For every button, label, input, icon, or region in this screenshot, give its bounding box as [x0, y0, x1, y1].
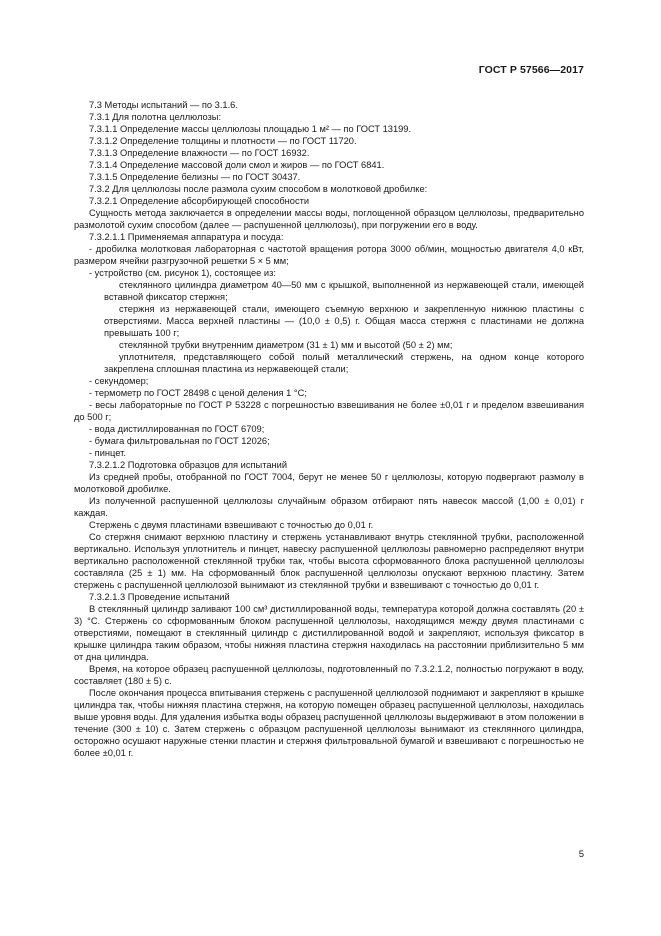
standard-header: ГОСТ Р 57566—2017 — [478, 64, 584, 76]
section-heading: 7.3 Методы испытаний — по 3.1.6. — [89, 100, 238, 110]
paragraph: Время, на которое образец распушенной целлюлозы, подготовленный по 7.3.2.1.2, полностью погружают в воду, составляет (180 ± 5) с. — [74, 664, 584, 686]
paragraph: После окончания процесса впитывания стержень с распушенной целлюлозой поднимают и закрепляют в крышке цилиндра так, чтобы нижняя пластина стержня, на которую помещен образец распушенной целлюлозы, находилась выше уровня воды. Для удаления избытка воды образец распушенной целлюлозы выдерживают в этом положении в течение (300 ± 10) с. Затем стержень с образцом распушенной целлюлозы вынимают из стеклянного цилиндра, осторожно осушают наружные стенки пластин и стержня фильтровальной бумагой и взвешивают с погрешностью не более ±0,01 г. — [74, 688, 584, 758]
paragraph: Со стержня снимают верхнюю пластину и стержень устанавливают внутрь стеклянной трубки, расположенной вертикально. Используя уплотнитель и пинцет, навеску распушенной целлюлозы равномерно распределяют внутри вертикально расположенной стеклянной трубки так, чтобы высота сформованного блока распушенной целлюлозы составляла (25 ± 1) мм. На сформованный блок распушенной целлюлозы опускают верхнюю пластину. Затем стержень с распушенной целлюлозой вынимают из стеклянной трубки и взвешивают с точностью до 0,01 г. — [74, 532, 584, 590]
list-item: 7.3.1.2 Определение толщины и плотности — по ГОСТ 11720. — [89, 136, 357, 146]
paragraph: Из средней пробы, отобранной по ГОСТ 7004, берут не менее 50 г целлюлозы, которую подвергают размолу в молотковой дробилке. — [74, 472, 584, 494]
list-item: - секундомер; — [89, 376, 149, 386]
paragraph: Сущность метода заключается в определении массы воды, поглощенной образцом целлюлозы, предварительно размолотой сухим способом (далее — распушенной целлюлозы), при погружении его в воду. — [74, 208, 584, 230]
paragraph: Из полученной распушенной целлюлозы случайным образом отбирают пять навесок массой (1,00 ± 0,01) г каждая. — [74, 496, 584, 518]
paragraph: В стеклянный цилиндр заливают 100 см³ дистиллированной воды, температура которой должна составлять (20 ± 3) °С. Стержень со сформованным блоком распушенной целлюлозы, находящимся между двумя пластинами с отверстиями, помещают в стеклянный цилиндр с дистиллированной водой и закрепляют, используя фиксатор в крышке цилиндра таким образом, чтобы нижняя пластина стержня находилась на расстоянии приблизительно 5 мм от дна цилиндра. — [74, 604, 584, 662]
list-subitem: стержня из нержавеющей стали, имеющего съемную верхнюю и закрепленную нижнюю пластины с отверстиями. Масса верхней пластины — (10,0 ± 0,5) г. Общая масса стержня с пластинами не должна превышать 100 г; — [104, 304, 584, 338]
list-item: - пинцет. — [89, 448, 126, 458]
list-subitem: стеклянной трубки внутренним диаметром (31 ± 1) мм и высотой (50 ± 2) мм; — [119, 340, 453, 350]
subsection-heading: 7.3.2.1.1 Применяемая аппаратура и посуда: — [89, 232, 284, 242]
subsection-heading: 7.3.2.1.3 Проведение испытаний — [89, 592, 230, 602]
list-item: 7.3.1.3 Определение влажности — по ГОСТ 16932. — [89, 148, 310, 158]
document-body — [74, 99, 584, 759]
list-item: - устройство (см. рисунок 1), состоящее из: — [89, 268, 276, 278]
list-item: - дробилка молотковая лабораторная с частотой вращения ротора 3000 об/мин, мощностью двигателя 4,0 кВт, размером ячейки разгрузочной решетки 5 × 5 мм; — [74, 244, 584, 266]
list-item: - вода дистиллированная по ГОСТ 6709; — [89, 424, 265, 434]
list-item: - весы лабораторные по ГОСТ Р 53228 с погрешностью взвешивания не более ±0,01 г и пределом взвешивания до 500 г; — [74, 400, 584, 422]
subsection-heading: 7.3.2.1 Определение абсорбирующей способности — [89, 196, 310, 206]
subsection-heading: 7.3.2.1.2 Подготовка образцов для испытаний — [89, 460, 288, 470]
list-item: 7.3.1.1 Определение массы целлюлозы площадью 1 м² — по ГОСТ 13199. — [89, 124, 412, 134]
paragraph: Стержень с двумя пластинами взвешивают с точностью до 0,01 г. — [89, 520, 374, 530]
list-item: - бумага фильтровальная по ГОСТ 12026; — [89, 436, 270, 446]
subsection-heading: 7.3.1 Для полотна целлюлозы: — [89, 112, 222, 122]
page-number: 5 — [578, 849, 584, 860]
list-item: 7.3.1.5 Определение белизны — по ГОСТ 30437. — [89, 172, 301, 182]
list-subitem: стеклянного цилиндра диаметром 40—50 мм с крышкой, выполненной из нержавеющей стали, имеющей вставной фиксатор стержня; — [104, 280, 584, 302]
list-subitem: уплотнителя, представляющего собой полый металлический стержень, на одном конце которого закреплена сплошная пластина из нержавеющей стали; — [104, 352, 584, 374]
list-item: 7.3.1.4 Определение массовой доли смол и жиров — по ГОСТ 6841. — [89, 160, 385, 170]
subsection-heading: 7.3.2 Для целлюлозы после размола сухим способом в молотковой дробилке: — [89, 184, 428, 194]
list-item: - термометр по ГОСТ 28498 с ценой деления 1 °С; — [89, 388, 307, 398]
